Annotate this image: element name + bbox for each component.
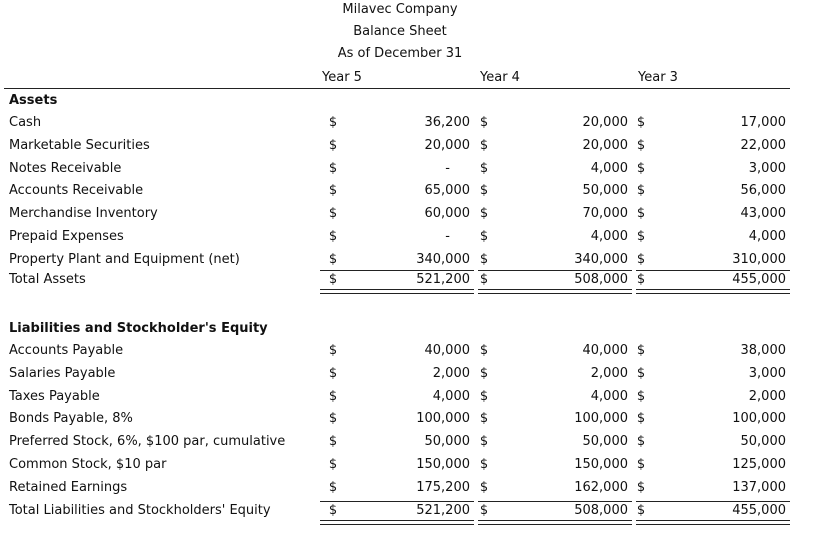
total-value: 508,000 [574, 272, 628, 287]
value-cell: 56,000 [740, 183, 786, 199]
row-label: Notes Receivable [9, 160, 122, 176]
currency-symbol: $ [479, 434, 489, 450]
value-cell: 2,000 [432, 365, 470, 381]
total-top-rule [478, 270, 632, 271]
total-value: 508,000 [574, 503, 628, 518]
currency-symbol: $ [479, 479, 489, 495]
currency-symbol: $ [328, 272, 338, 287]
currency-symbol: $ [479, 503, 489, 518]
total-top-rule [636, 501, 790, 502]
value-cell: 175,200 [416, 479, 470, 495]
currency-symbol: $ [636, 343, 646, 358]
assets-heading: Assets [9, 93, 58, 108]
value-cell: 150,000 [416, 457, 470, 472]
currency-symbol: $ [328, 137, 338, 153]
value-cell: 20,000 [582, 137, 628, 153]
total-top-rule [636, 270, 790, 271]
total-double-underline [320, 289, 474, 294]
row-label: Taxes Payable [9, 388, 100, 404]
currency-symbol: $ [479, 183, 489, 199]
currency-symbol: $ [328, 343, 338, 358]
value-cell: 340,000 [574, 251, 628, 267]
currency-symbol: $ [479, 251, 489, 267]
total-label: Total Assets [9, 272, 86, 287]
currency-symbol: $ [479, 160, 489, 176]
currency-symbol: $ [328, 160, 338, 176]
value-cell: 2,000 [590, 365, 628, 381]
value-cell: 100,000 [574, 411, 628, 427]
value-cell: 162,000 [574, 479, 628, 495]
currency-symbol: $ [636, 229, 646, 244]
total-value: 455,000 [732, 272, 786, 287]
row-label: Property Plant and Equipment (net) [9, 251, 240, 267]
value-cell: 43,000 [740, 206, 786, 222]
currency-symbol: $ [328, 503, 338, 518]
total-double-underline [636, 289, 790, 294]
value-cell: 50,000 [740, 434, 786, 450]
currency-symbol: $ [636, 479, 646, 495]
currency-symbol: $ [636, 411, 646, 427]
value-cell: 50,000 [582, 183, 628, 199]
value-cell: 36,200 [424, 115, 470, 130]
currency-symbol: $ [479, 137, 489, 153]
currency-symbol: $ [479, 229, 489, 244]
value-cell: 70,000 [582, 206, 628, 222]
currency-symbol: $ [479, 343, 489, 358]
header-rule [4, 88, 790, 89]
value-cell: 100,000 [416, 411, 470, 427]
value-cell: 340,000 [416, 251, 470, 267]
value-cell: 20,000 [582, 115, 628, 130]
total-value: 521,200 [416, 503, 470, 518]
currency-symbol: $ [479, 388, 489, 404]
liabilities-heading: Liabilities and Stockholder's Equity [9, 321, 268, 336]
total-value: 521,200 [416, 272, 470, 287]
currency-symbol: $ [636, 115, 646, 130]
row-label: Retained Earnings [9, 479, 128, 495]
row-label: Preferred Stock, 6%, $100 par, cumulative [9, 434, 286, 450]
value-cell: - [445, 160, 450, 176]
currency-symbol: $ [636, 183, 646, 199]
company-name: Milavec Company [342, 2, 458, 17]
currency-symbol: $ [328, 206, 338, 222]
row-label: Bonds Payable, 8% [9, 411, 133, 427]
row-label: Common Stock, $10 par [9, 457, 167, 472]
value-cell: 125,000 [732, 457, 786, 472]
currency-symbol: $ [636, 365, 646, 381]
currency-symbol: $ [328, 479, 338, 495]
value-cell: 3,000 [748, 365, 786, 381]
total-top-rule [320, 501, 474, 502]
row-label: Accounts Receivable [9, 183, 144, 199]
statement-date: As of December 31 [337, 46, 463, 61]
currency-symbol: $ [328, 434, 338, 450]
value-cell: 150,000 [574, 457, 628, 472]
total-double-underline [478, 520, 632, 525]
value-cell: 40,000 [424, 343, 470, 358]
row-label: Salaries Payable [9, 365, 116, 381]
row-label: Merchandise Inventory [9, 206, 158, 222]
statement-title: Balance Sheet [353, 24, 447, 39]
value-cell: 22,000 [740, 137, 786, 153]
currency-symbol: $ [479, 115, 489, 130]
total-double-underline [636, 520, 790, 525]
value-cell: 60,000 [424, 206, 470, 222]
value-cell: 3,000 [748, 160, 786, 176]
currency-symbol: $ [636, 160, 646, 176]
row-label: Marketable Securities [9, 137, 150, 153]
value-cell: 4,000 [432, 388, 470, 404]
currency-symbol: $ [636, 251, 646, 267]
currency-symbol: $ [636, 272, 646, 287]
currency-symbol: $ [328, 229, 338, 244]
currency-symbol: $ [479, 272, 489, 287]
value-cell: 4,000 [590, 229, 628, 244]
currency-symbol: $ [636, 388, 646, 404]
value-cell: 4,000 [590, 388, 628, 404]
total-label: Total Liabilities and Stockholders' Equity [9, 503, 271, 518]
currency-symbol: $ [479, 457, 489, 472]
currency-symbol: $ [636, 206, 646, 222]
currency-symbol: $ [636, 503, 646, 518]
value-cell: - [445, 229, 450, 244]
value-cell: 50,000 [424, 434, 470, 450]
year-3-header: Year 3 [638, 70, 678, 85]
value-cell: 2,000 [748, 388, 786, 404]
currency-symbol: $ [636, 434, 646, 450]
currency-symbol: $ [479, 411, 489, 427]
row-label: Prepaid Expenses [9, 229, 124, 244]
value-cell: 20,000 [424, 137, 470, 153]
row-label: Accounts Payable [9, 343, 124, 358]
currency-symbol: $ [328, 457, 338, 472]
value-cell: 4,000 [590, 160, 628, 176]
currency-symbol: $ [328, 388, 338, 404]
value-cell: 137,000 [732, 479, 786, 495]
currency-symbol: $ [479, 206, 489, 222]
value-cell: 40,000 [582, 343, 628, 358]
currency-symbol: $ [328, 183, 338, 199]
value-cell: 50,000 [582, 434, 628, 450]
currency-symbol: $ [328, 365, 338, 381]
currency-symbol: $ [636, 457, 646, 472]
value-cell: 4,000 [748, 229, 786, 244]
total-value: 455,000 [732, 503, 786, 518]
value-cell: 38,000 [740, 343, 786, 358]
row-label: Cash [9, 115, 42, 130]
total-top-rule [320, 270, 474, 271]
value-cell: 310,000 [732, 251, 786, 267]
currency-symbol: $ [479, 365, 489, 381]
value-cell: 100,000 [732, 411, 786, 427]
currency-symbol: $ [636, 137, 646, 153]
currency-symbol: $ [328, 115, 338, 130]
year-5-header: Year 5 [322, 70, 362, 85]
total-double-underline [320, 520, 474, 525]
value-cell: 17,000 [740, 115, 786, 130]
currency-symbol: $ [328, 251, 338, 267]
value-cell: 65,000 [424, 183, 470, 199]
total-top-rule [478, 501, 632, 502]
currency-symbol: $ [328, 411, 338, 427]
year-4-header: Year 4 [480, 70, 520, 85]
total-double-underline [478, 289, 632, 294]
